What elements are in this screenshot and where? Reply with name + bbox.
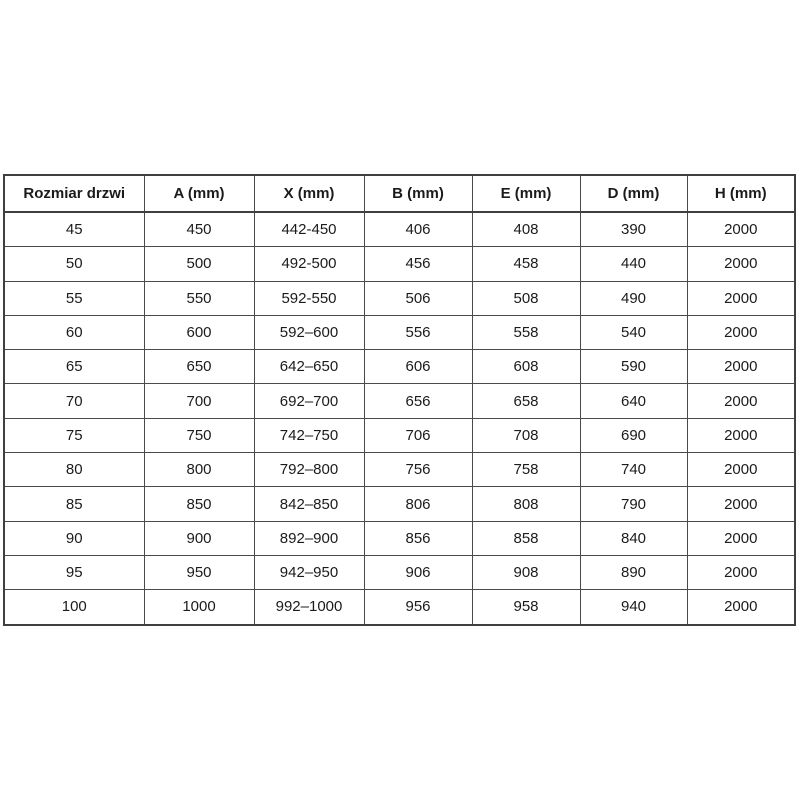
table-cell: 390 (580, 212, 687, 247)
table-header-cell: X (mm) (254, 175, 364, 212)
table-cell: 550 (144, 281, 254, 315)
table-cell: 800 (144, 453, 254, 487)
spec-table (3, 174, 796, 626)
table-cell: 492-500 (254, 247, 364, 281)
table-cell: 592–600 (254, 315, 364, 349)
table-cell: 590 (580, 350, 687, 384)
table-cell: 806 (364, 487, 472, 521)
table-cell: 55 (4, 281, 144, 315)
table-row (4, 590, 795, 625)
table-cell: 558 (472, 315, 580, 349)
table-cell: 740 (580, 453, 687, 487)
table-cell: 992–1000 (254, 590, 364, 625)
table-cell: 758 (472, 453, 580, 487)
table-cell: 650 (144, 350, 254, 384)
table-cell: 85 (4, 487, 144, 521)
table-cell: 950 (144, 555, 254, 589)
table-cell: 850 (144, 487, 254, 521)
table-header-cell: H (mm) (687, 175, 795, 212)
table-cell: 956 (364, 590, 472, 625)
table-cell: 842–850 (254, 487, 364, 521)
table-cell: 708 (472, 418, 580, 452)
table-cell: 456 (364, 247, 472, 281)
table-cell: 2000 (687, 315, 795, 349)
table-cell: 840 (580, 521, 687, 555)
table-cell: 942–950 (254, 555, 364, 589)
table-row (4, 555, 795, 589)
table-cell: 640 (580, 384, 687, 418)
table-row (4, 521, 795, 555)
table-cell: 65 (4, 350, 144, 384)
table-cell: 90 (4, 521, 144, 555)
table-cell: 642–650 (254, 350, 364, 384)
table-cell: 940 (580, 590, 687, 625)
table-cell: 2000 (687, 384, 795, 418)
table-cell: 608 (472, 350, 580, 384)
table-cell: 692–700 (254, 384, 364, 418)
table-row (4, 315, 795, 349)
table-cell: 858 (472, 521, 580, 555)
table-cell: 2000 (687, 350, 795, 384)
table-row (4, 418, 795, 452)
table-cell: 808 (472, 487, 580, 521)
table-body (4, 212, 795, 625)
table-cell: 440 (580, 247, 687, 281)
table-cell: 490 (580, 281, 687, 315)
table-row (4, 350, 795, 384)
table-cell: 1000 (144, 590, 254, 625)
table-cell: 592-550 (254, 281, 364, 315)
table-header-cell: D (mm) (580, 175, 687, 212)
table-row (4, 384, 795, 418)
table-cell: 906 (364, 555, 472, 589)
table-cell: 2000 (687, 453, 795, 487)
table-cell: 742–750 (254, 418, 364, 452)
table-cell: 658 (472, 384, 580, 418)
table-row (4, 453, 795, 487)
table-cell: 958 (472, 590, 580, 625)
table-header-cell: Rozmiar drzwi (4, 175, 144, 212)
table-cell: 95 (4, 555, 144, 589)
table-cell: 600 (144, 315, 254, 349)
table-row (4, 281, 795, 315)
table-cell: 508 (472, 281, 580, 315)
table-cell: 606 (364, 350, 472, 384)
table-row (4, 247, 795, 281)
table-cell: 908 (472, 555, 580, 589)
table-cell: 80 (4, 453, 144, 487)
table-cell: 458 (472, 247, 580, 281)
table-cell: 406 (364, 212, 472, 247)
table-cell: 856 (364, 521, 472, 555)
table-cell: 2000 (687, 521, 795, 555)
table-cell: 60 (4, 315, 144, 349)
table-row (4, 212, 795, 247)
table-cell: 556 (364, 315, 472, 349)
table-cell: 506 (364, 281, 472, 315)
table-header-cell: E (mm) (472, 175, 580, 212)
table-cell: 900 (144, 521, 254, 555)
table-cell: 890 (580, 555, 687, 589)
table-cell: 2000 (687, 590, 795, 625)
table-cell: 45 (4, 212, 144, 247)
table-cell: 450 (144, 212, 254, 247)
table-cell: 2000 (687, 281, 795, 315)
table-cell: 656 (364, 384, 472, 418)
table-cell: 2000 (687, 212, 795, 247)
table-cell: 892–900 (254, 521, 364, 555)
table-cell: 2000 (687, 487, 795, 521)
table-cell: 2000 (687, 247, 795, 281)
table-header-cell: A (mm) (144, 175, 254, 212)
table-cell: 2000 (687, 555, 795, 589)
table-row (4, 487, 795, 521)
table-cell: 408 (472, 212, 580, 247)
table-cell: 690 (580, 418, 687, 452)
table-cell: 540 (580, 315, 687, 349)
table-header-row (4, 175, 795, 212)
table-cell: 442-450 (254, 212, 364, 247)
table-cell: 790 (580, 487, 687, 521)
table-header-cell: B (mm) (364, 175, 472, 212)
table-cell: 756 (364, 453, 472, 487)
table-cell: 100 (4, 590, 144, 625)
table-cell: 50 (4, 247, 144, 281)
table-cell: 706 (364, 418, 472, 452)
table-cell: 700 (144, 384, 254, 418)
table-cell: 500 (144, 247, 254, 281)
table-cell: 792–800 (254, 453, 364, 487)
table-cell: 2000 (687, 418, 795, 452)
table-cell: 70 (4, 384, 144, 418)
table-cell: 75 (4, 418, 144, 452)
table-cell: 750 (144, 418, 254, 452)
